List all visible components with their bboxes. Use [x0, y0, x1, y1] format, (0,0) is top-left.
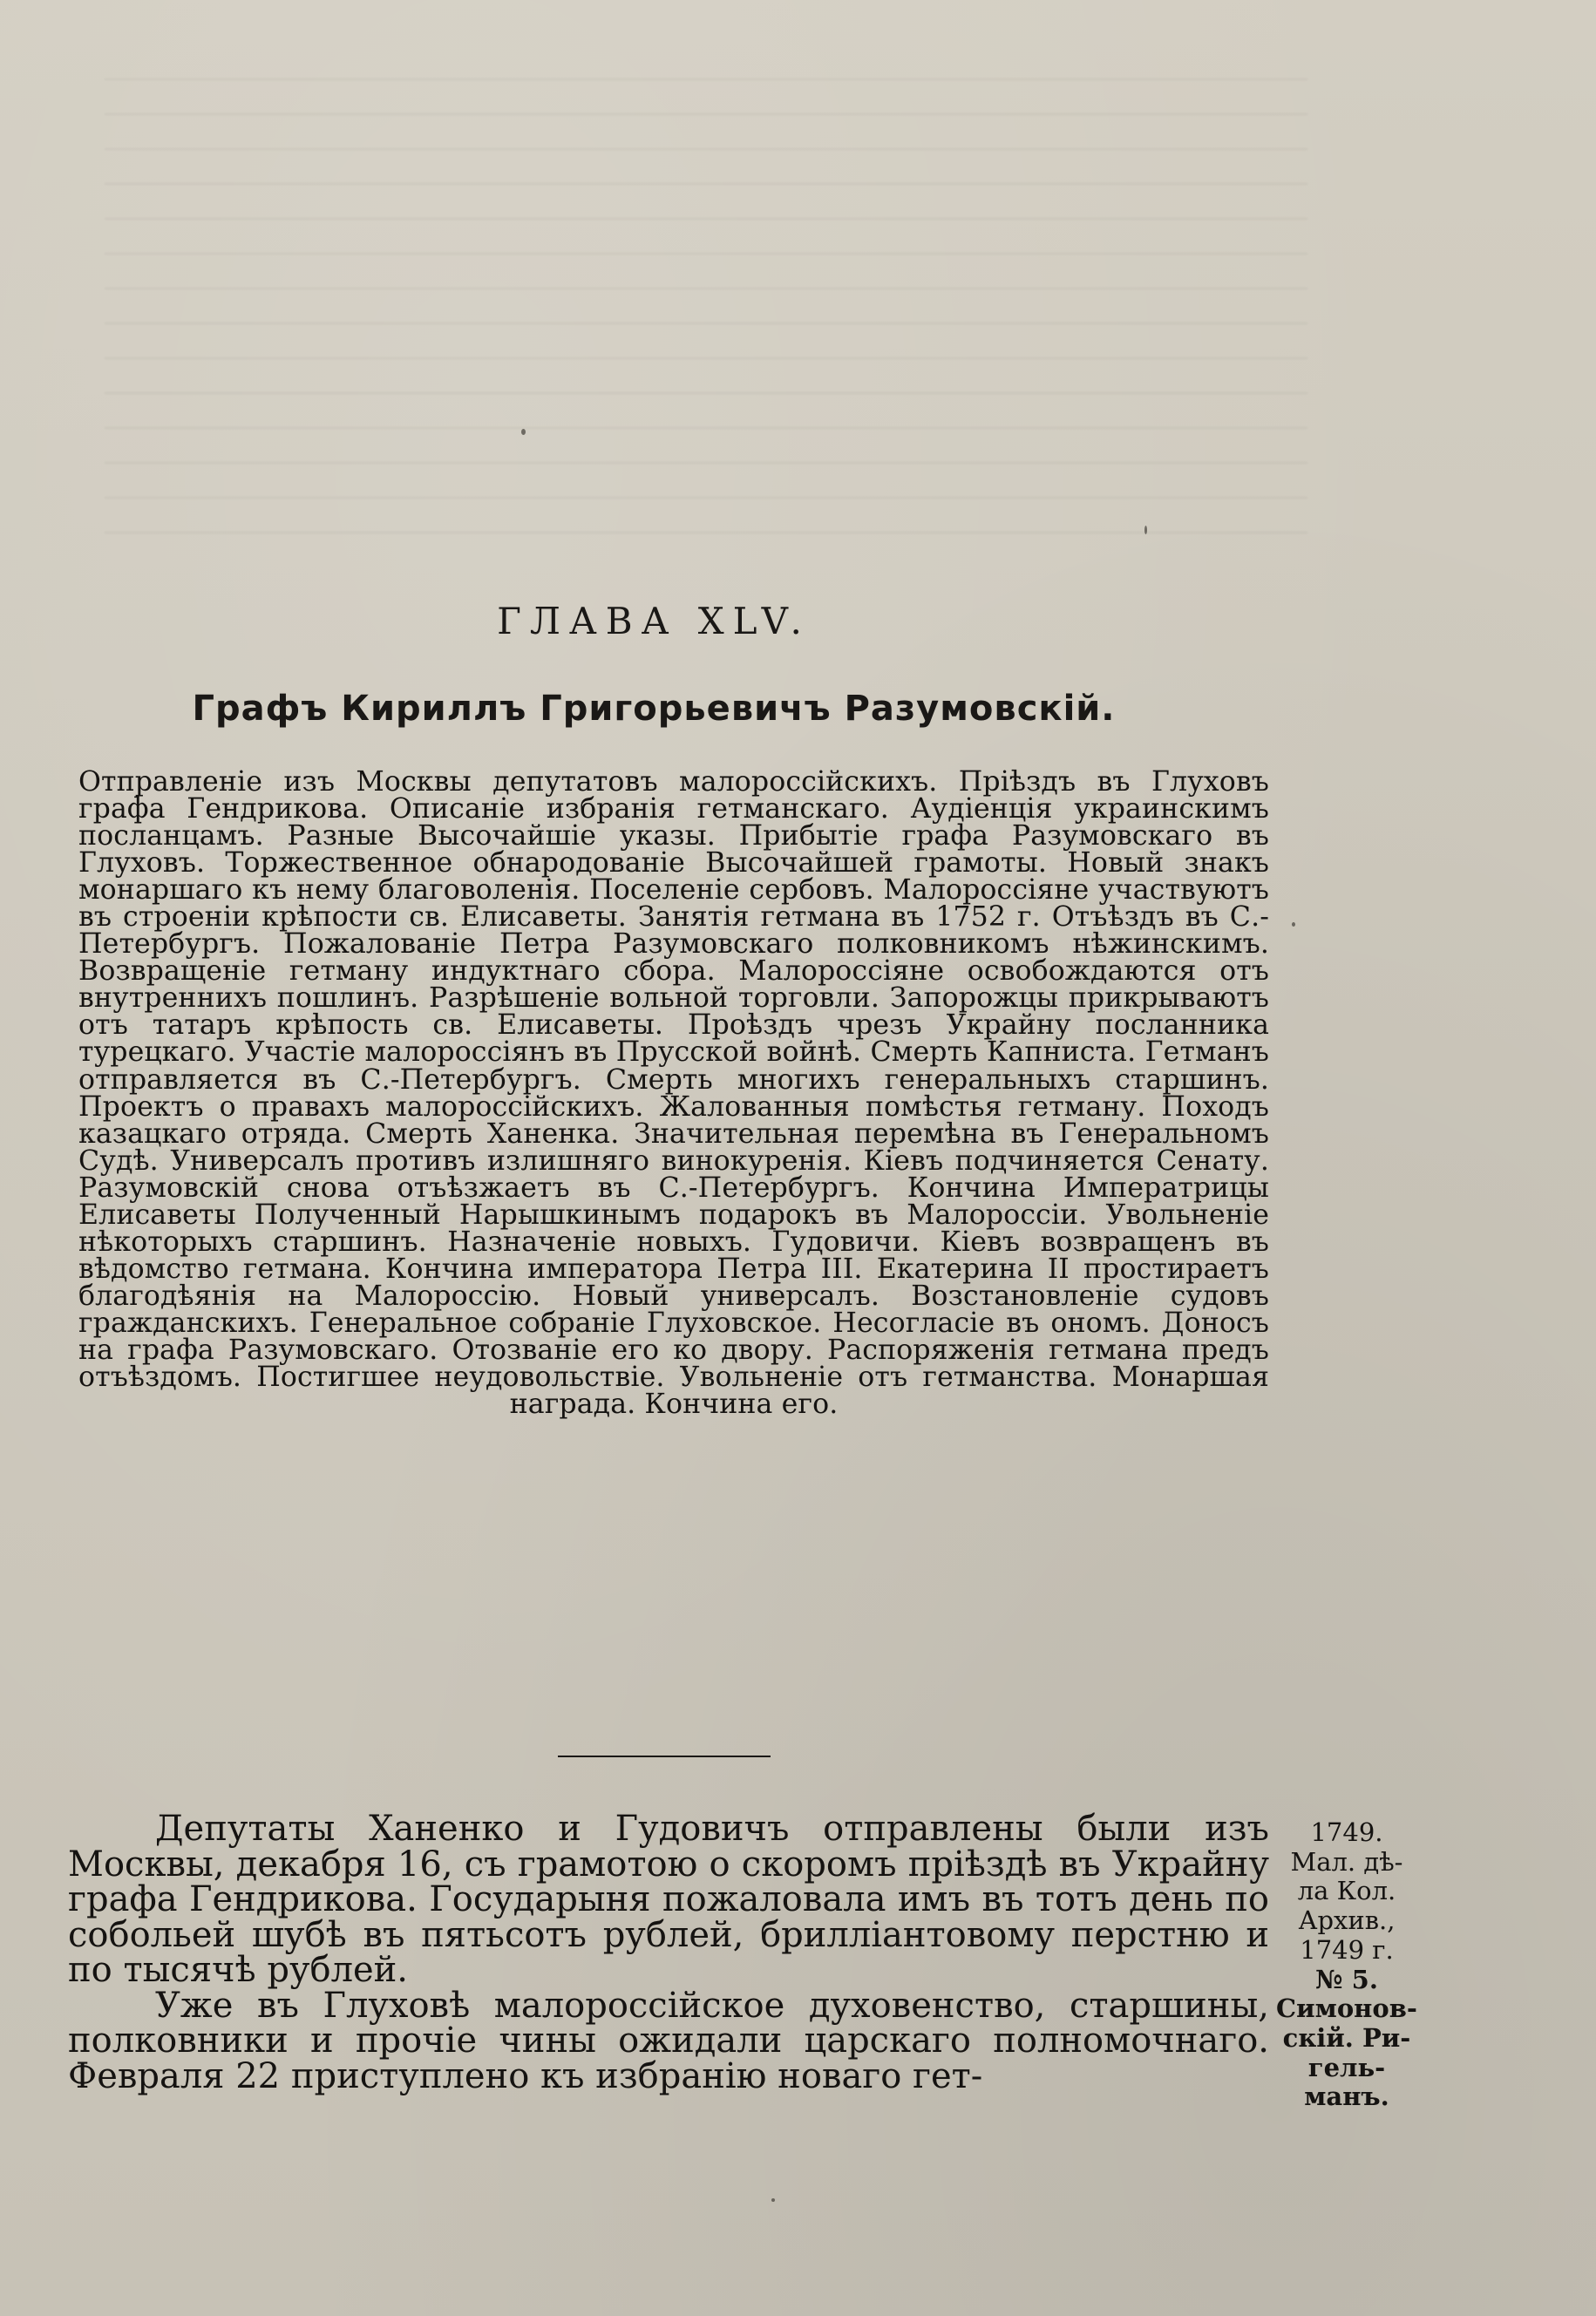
- chapter-heading: ГЛАВА XLV.: [497, 600, 811, 642]
- chapter-summary: Отправленіе изъ Москвы депутатовъ малороссійскихъ. Пріѣздъ въ Глуховъ графа Гендрикова. Описаніе избранія гетманскаго. Аудіенція украинскимъ посланцамъ. Разные Высочайшіе указы. Прибытіе графа Разумовскаго въ Глуховъ. Торжественное обнародованіе Высочайшей грамоты. Новый знакъ монаршаго къ нему благоволенія. Поселеніе сербовъ. Малороссіяне участвуютъ въ строеніи крѣпости св. Елисаветы. Занятія гетмана въ 1752 г. Отъѣздъ въ С.-Петербургъ. Пожалованіе Петра Разумовскаго полковникомъ нѣжинскимъ. Возвращеніе гетману индуктнаго сбора. Малороссіяне освобождаются отъ внутреннихъ пошлинъ. Разрѣшеніе вольной торговли. Запорожцы прикрываютъ отъ татаръ крѣпость св. Елисаветы. Проѣздъ чрезъ Украйну посланника турецкаго. Участіе малороссіянъ въ Прусской войнѣ. Смерть Капниста. Гетманъ отправляется въ С.-Петербургъ. Смерть многихъ генеральныхъ старшинъ. Проектъ о правахъ малороссійскихъ. Жалованныя помѣстья гетману. Походъ казацкаго отряда. Смерть Ханенка. Значительная перемѣна въ Генеральномъ Судѣ. Универсалъ противъ излишняго винокуренія. Кіевъ подчиняется Сенату. Разумовскій снова отъѣзжаетъ въ С.-Петербургъ. Кончина Императрицы Елисаветы Полученный Нарышкинымъ подарокъ въ Малороссіи. Увольненіе нѣкоторыхъ старшинъ. Назначеніе новыхъ. Гудовичи. Кіевъ возвращенъ въ вѣдомство гетмана. Кончина императора Петра III. Екатерина II простираетъ благодѣянія на Малороссію. Новый универсалъ. Возстановленіе судовъ гражданскихъ. Генеральное собраніе Глуховское. Несогласіе въ ономъ. Доносъ на графа Разумовскаго. Отозваніе его ко двору. Распоряженія гетмана предъ отъѣздомъ. Постигшее неудовольствіе. Увольненіе отъ гетманства. Монаршая награда. Кончина его.: [78, 766, 1269, 1421]
- body-paragraph: Уже въ Глуховѣ малороссійское духовенство, старшины, полковники и прочіе чины ожидали царскаго полномочнаго. Февраля 22 приступлено къ избранію новаго гет-: [68, 1985, 1269, 2096]
- paper-speck: [1144, 526, 1147, 534]
- margin-note: [1266, 1818, 1428, 2112]
- margin-note-line: Мал. дѣ-: [1290, 1846, 1403, 1877]
- margin-note-line: Архив.,: [1298, 1905, 1396, 1936]
- margin-note-author: гель-: [1307, 2052, 1386, 2082]
- show-through-text: [105, 78, 1307, 567]
- margin-note-author: Симонов-: [1276, 1993, 1417, 2024]
- margin-note-author: манъ.: [1304, 2082, 1389, 2112]
- body-paragraph: Депутаты Ханенко и Гудовичъ отправлены были изъ Москвы, декабря 16, съ грамотою о скоромъ пріѣздѣ въ Украйну графа Гендрикова. Государыня пожаловала имъ въ тотъ день по собольей шубѣ въ пятьсотъ рублей, брилліантовому перстню и по тысячѣ рублей.: [68, 1809, 1269, 1990]
- margin-note-author: скій. Ри-: [1282, 2022, 1411, 2053]
- body-text: [68, 1811, 1269, 2094]
- margin-note-line: 1749 г.: [1300, 1934, 1394, 1965]
- paper-speck: [1292, 922, 1295, 927]
- chapter-title: Графъ Кириллъ Григорьевичъ Разумовскій.: [192, 689, 1116, 729]
- section-divider: [558, 1756, 771, 1757]
- margin-note-number: № 5.: [1315, 1964, 1378, 1994]
- margin-note-line: ла Кол.: [1297, 1876, 1396, 1906]
- paper-speck: [771, 2198, 775, 2202]
- margin-note-year: 1749.: [1310, 1817, 1383, 1847]
- paper-speck: [521, 429, 526, 435]
